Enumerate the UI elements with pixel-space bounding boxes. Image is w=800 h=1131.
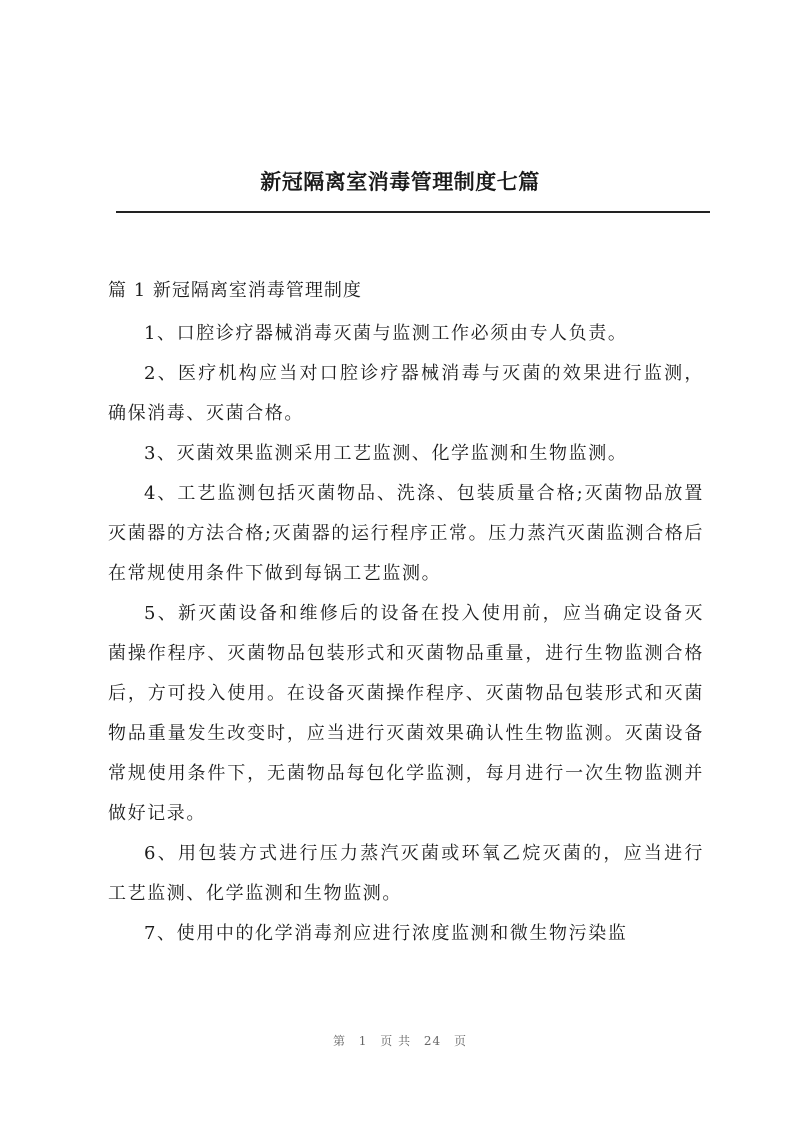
paragraph-2: 2、医疗机构应当对口腔诊疗器械消毒与灭菌的效果进行监测，确保消毒、灭菌合格。 (108, 363, 704, 424)
paragraph-6: 6、用包装方式进行压力蒸汽灭菌或环氧乙烷灭菌的，应当进行工艺监测、化学监测和生物监测。 (108, 843, 704, 904)
footer-current-page: 1 (358, 1034, 368, 1048)
paragraph-7: 7、使用中的化学消毒剂应进行浓度监测和微生物污染监 (144, 923, 628, 944)
section-heading: 篇 1 新冠隔离室消毒管理制度 (108, 280, 362, 301)
title-underline (116, 211, 710, 213)
footer-total-pages: 24 (423, 1034, 442, 1048)
footer-page-prefix: 第 (332, 1034, 346, 1048)
paragraph-1: 1、口腔诊疗器械消毒灭菌与监测工作必须由专人负责。 (144, 323, 628, 344)
footer-page-suffix: 页 (454, 1034, 468, 1048)
document-body (108, 314, 704, 954)
footer-page-middle: 页 共 (380, 1034, 412, 1048)
paragraph-4: 4、工艺监测包括灭菌物品、洗涤、包装质量合格;灭菌物品放置灭菌器的方法合格;灭菌器的运行程序正常。压力蒸汽灭菌监测合格后在常规使用条件下做到每锅工艺监测。 (108, 483, 704, 584)
paragraph-3: 3、灭菌效果监测采用工艺监测、化学监测和生物监测。 (144, 443, 628, 464)
paragraph-5: 5、新灭菌设备和维修后的设备在投入使用前，应当确定设备灭菌操作程序、灭菌物品包装形式和灭菌物品重量，进行生物监测合格后，方可投入使用。在设备灭菌操作程序、灭菌物品包装形式和灭菌物品重量发生改变时，应当进行灭菌效果确认性生物监测。灭菌设备常规使用条件下，无菌物品每包化学监测，每月进行一次生物监测并做好记录。 (108, 603, 704, 824)
page-footer (0, 1032, 800, 1049)
document-title: 新冠隔离室消毒管理制度七篇 (260, 169, 540, 194)
